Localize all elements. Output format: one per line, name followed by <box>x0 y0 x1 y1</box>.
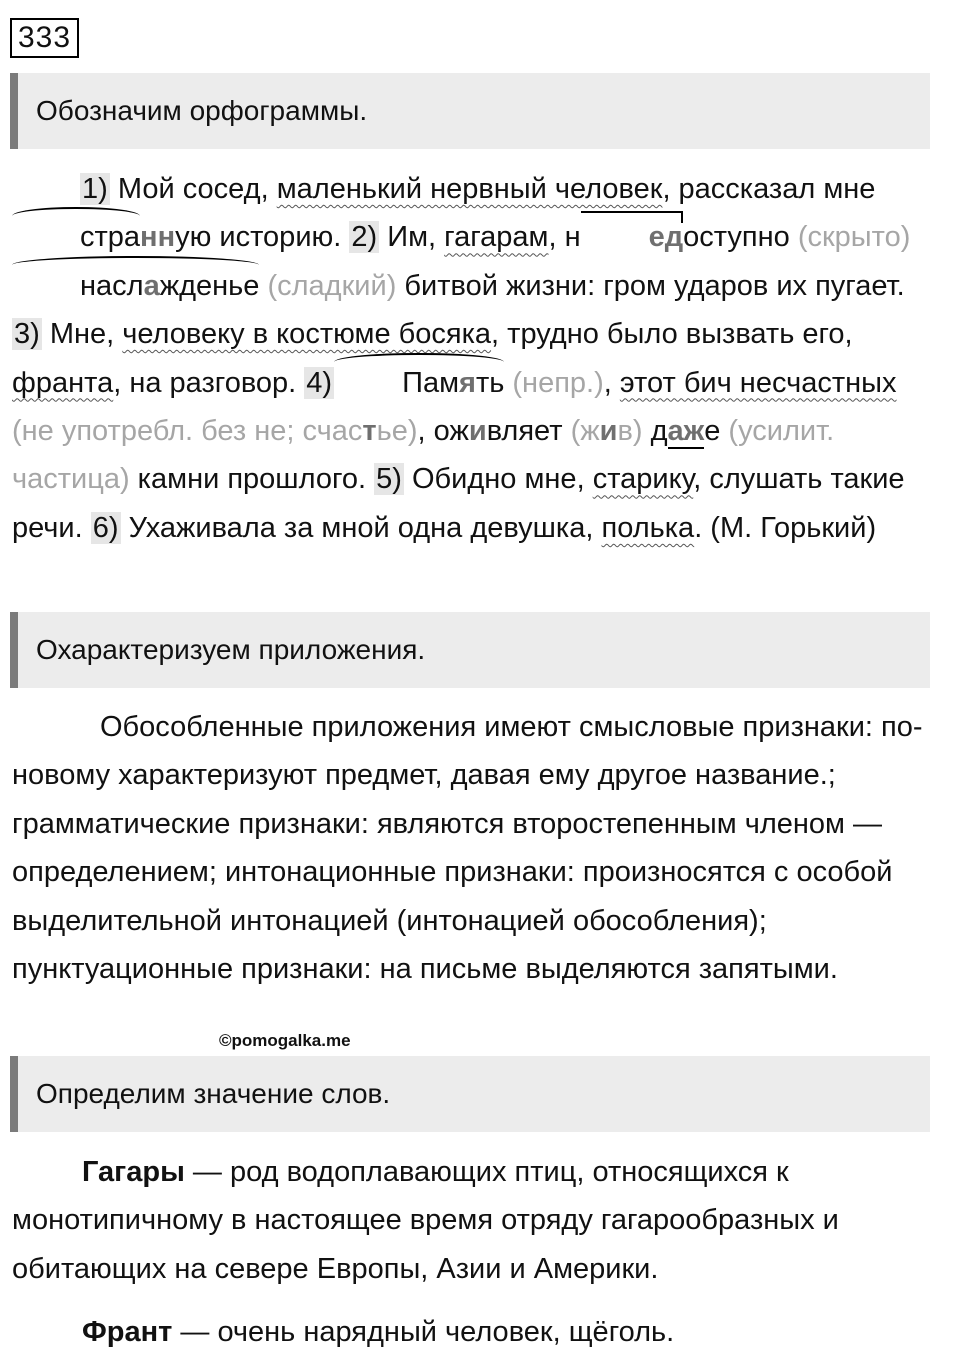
term: Гагары <box>82 1156 185 1188</box>
orthogram-letters: и <box>599 415 618 448</box>
definition-gagary <box>12 1148 942 1293</box>
section-header-appositions: Охарактеризуем приложения. <box>10 612 930 688</box>
sentence-number: 6) <box>92 511 119 544</box>
sentence-number: 4) <box>306 366 333 399</box>
orthogram-letters: и <box>468 415 487 448</box>
text: ую историю. <box>175 221 350 254</box>
text: , <box>603 366 620 399</box>
hint <box>563 415 643 447</box>
apposition: маленький нервный человек <box>276 173 663 205</box>
text: Ухаживала за мной одна девушка, <box>120 511 602 544</box>
orthogram-letters: нн <box>140 221 176 254</box>
text: Мне, <box>41 318 123 351</box>
section-header-orthograms: Обозначим орфограммы. <box>10 73 930 149</box>
sentence-number: 5) <box>376 463 402 496</box>
root-arc <box>334 359 504 407</box>
text: н <box>564 221 581 254</box>
section-header-meanings: Определим значение слов. <box>10 1056 930 1132</box>
text: оступно <box>683 221 790 254</box>
definition-frant <box>12 1308 942 1356</box>
apposition: гагарам <box>444 221 549 254</box>
text: в) <box>617 415 643 448</box>
sentence-number: 1) <box>82 173 108 205</box>
orthogram-letters: я <box>459 366 476 399</box>
text: Пам <box>402 366 460 399</box>
apposition: человеку в костюме босяка <box>122 318 492 351</box>
hint <box>12 415 418 447</box>
task-number: 333 <box>10 18 79 58</box>
text: ье) <box>376 415 418 448</box>
text: д <box>642 415 668 448</box>
text: е <box>704 415 721 448</box>
orthogram-letters: а <box>143 269 160 302</box>
text: ть <box>475 366 505 399</box>
orthogram-letters: т <box>362 415 377 448</box>
text: камни прошлого. <box>129 463 375 496</box>
appositions-text: Обособленные приложения имеют смысловые признаки: по-новому характеризуют предмет, давая ему другое название.; грамматические признаки: являются второстепенным членом — определением; интонационные признаки: произносятся с особой выделительной интонацией (интонацией обособления); пунктуационные признаки: на письме выделяются запятыми. <box>12 711 923 986</box>
term: Франт <box>82 1316 173 1348</box>
text: , рассказал мне <box>662 173 876 205</box>
root-arc: стра <box>12 213 140 261</box>
text: насл <box>80 269 144 302</box>
text: (не употребл. без не; счас <box>12 415 363 448</box>
text: , <box>548 221 565 254</box>
hint: (непр.) <box>504 366 604 399</box>
prefix-mark: ед <box>581 213 684 261</box>
apposition: полька <box>601 511 695 544</box>
root-arc <box>12 262 259 310</box>
text: Им, <box>379 221 445 254</box>
hint: (усилит. частица) <box>12 415 835 496</box>
apposition: этот бич несчастных <box>619 366 897 399</box>
text: , на разговор. <box>113 366 305 399</box>
text: вляет <box>486 415 563 448</box>
apposition: старику <box>592 463 694 496</box>
sentence-number: 3) <box>14 318 40 351</box>
text: (ж <box>562 415 600 448</box>
text: , трудно было вызвать его, <box>491 318 853 351</box>
sentence-number: 2) <box>351 221 378 254</box>
watermark: ©pomogalka.me <box>219 1031 351 1050</box>
text: Мой сосед, <box>109 173 277 205</box>
hint: (скрыто) <box>789 221 911 254</box>
definition-text: — очень нарядный человек, щёголь. <box>172 1316 675 1348</box>
orthogram-letters: аж <box>667 415 705 448</box>
text: битвой жизни: гром ударов их пугает. <box>396 269 905 302</box>
text: . (М. Горький) <box>694 511 877 544</box>
orthogram-text <box>12 165 942 552</box>
hint: (сладкий) <box>259 269 397 302</box>
apposition: франта <box>12 366 114 399</box>
text: , слушать такие речи. <box>12 463 905 544</box>
text: жденье <box>159 269 260 302</box>
definition-text: — род водоплавающих птиц, относящихся к монотипичному в настоящее время отряду гагарообразных и обитающих на севере Европы, Азии и Америки. <box>12 1156 839 1285</box>
text: , ож <box>417 415 469 448</box>
text: Обидно мне, <box>403 463 593 496</box>
